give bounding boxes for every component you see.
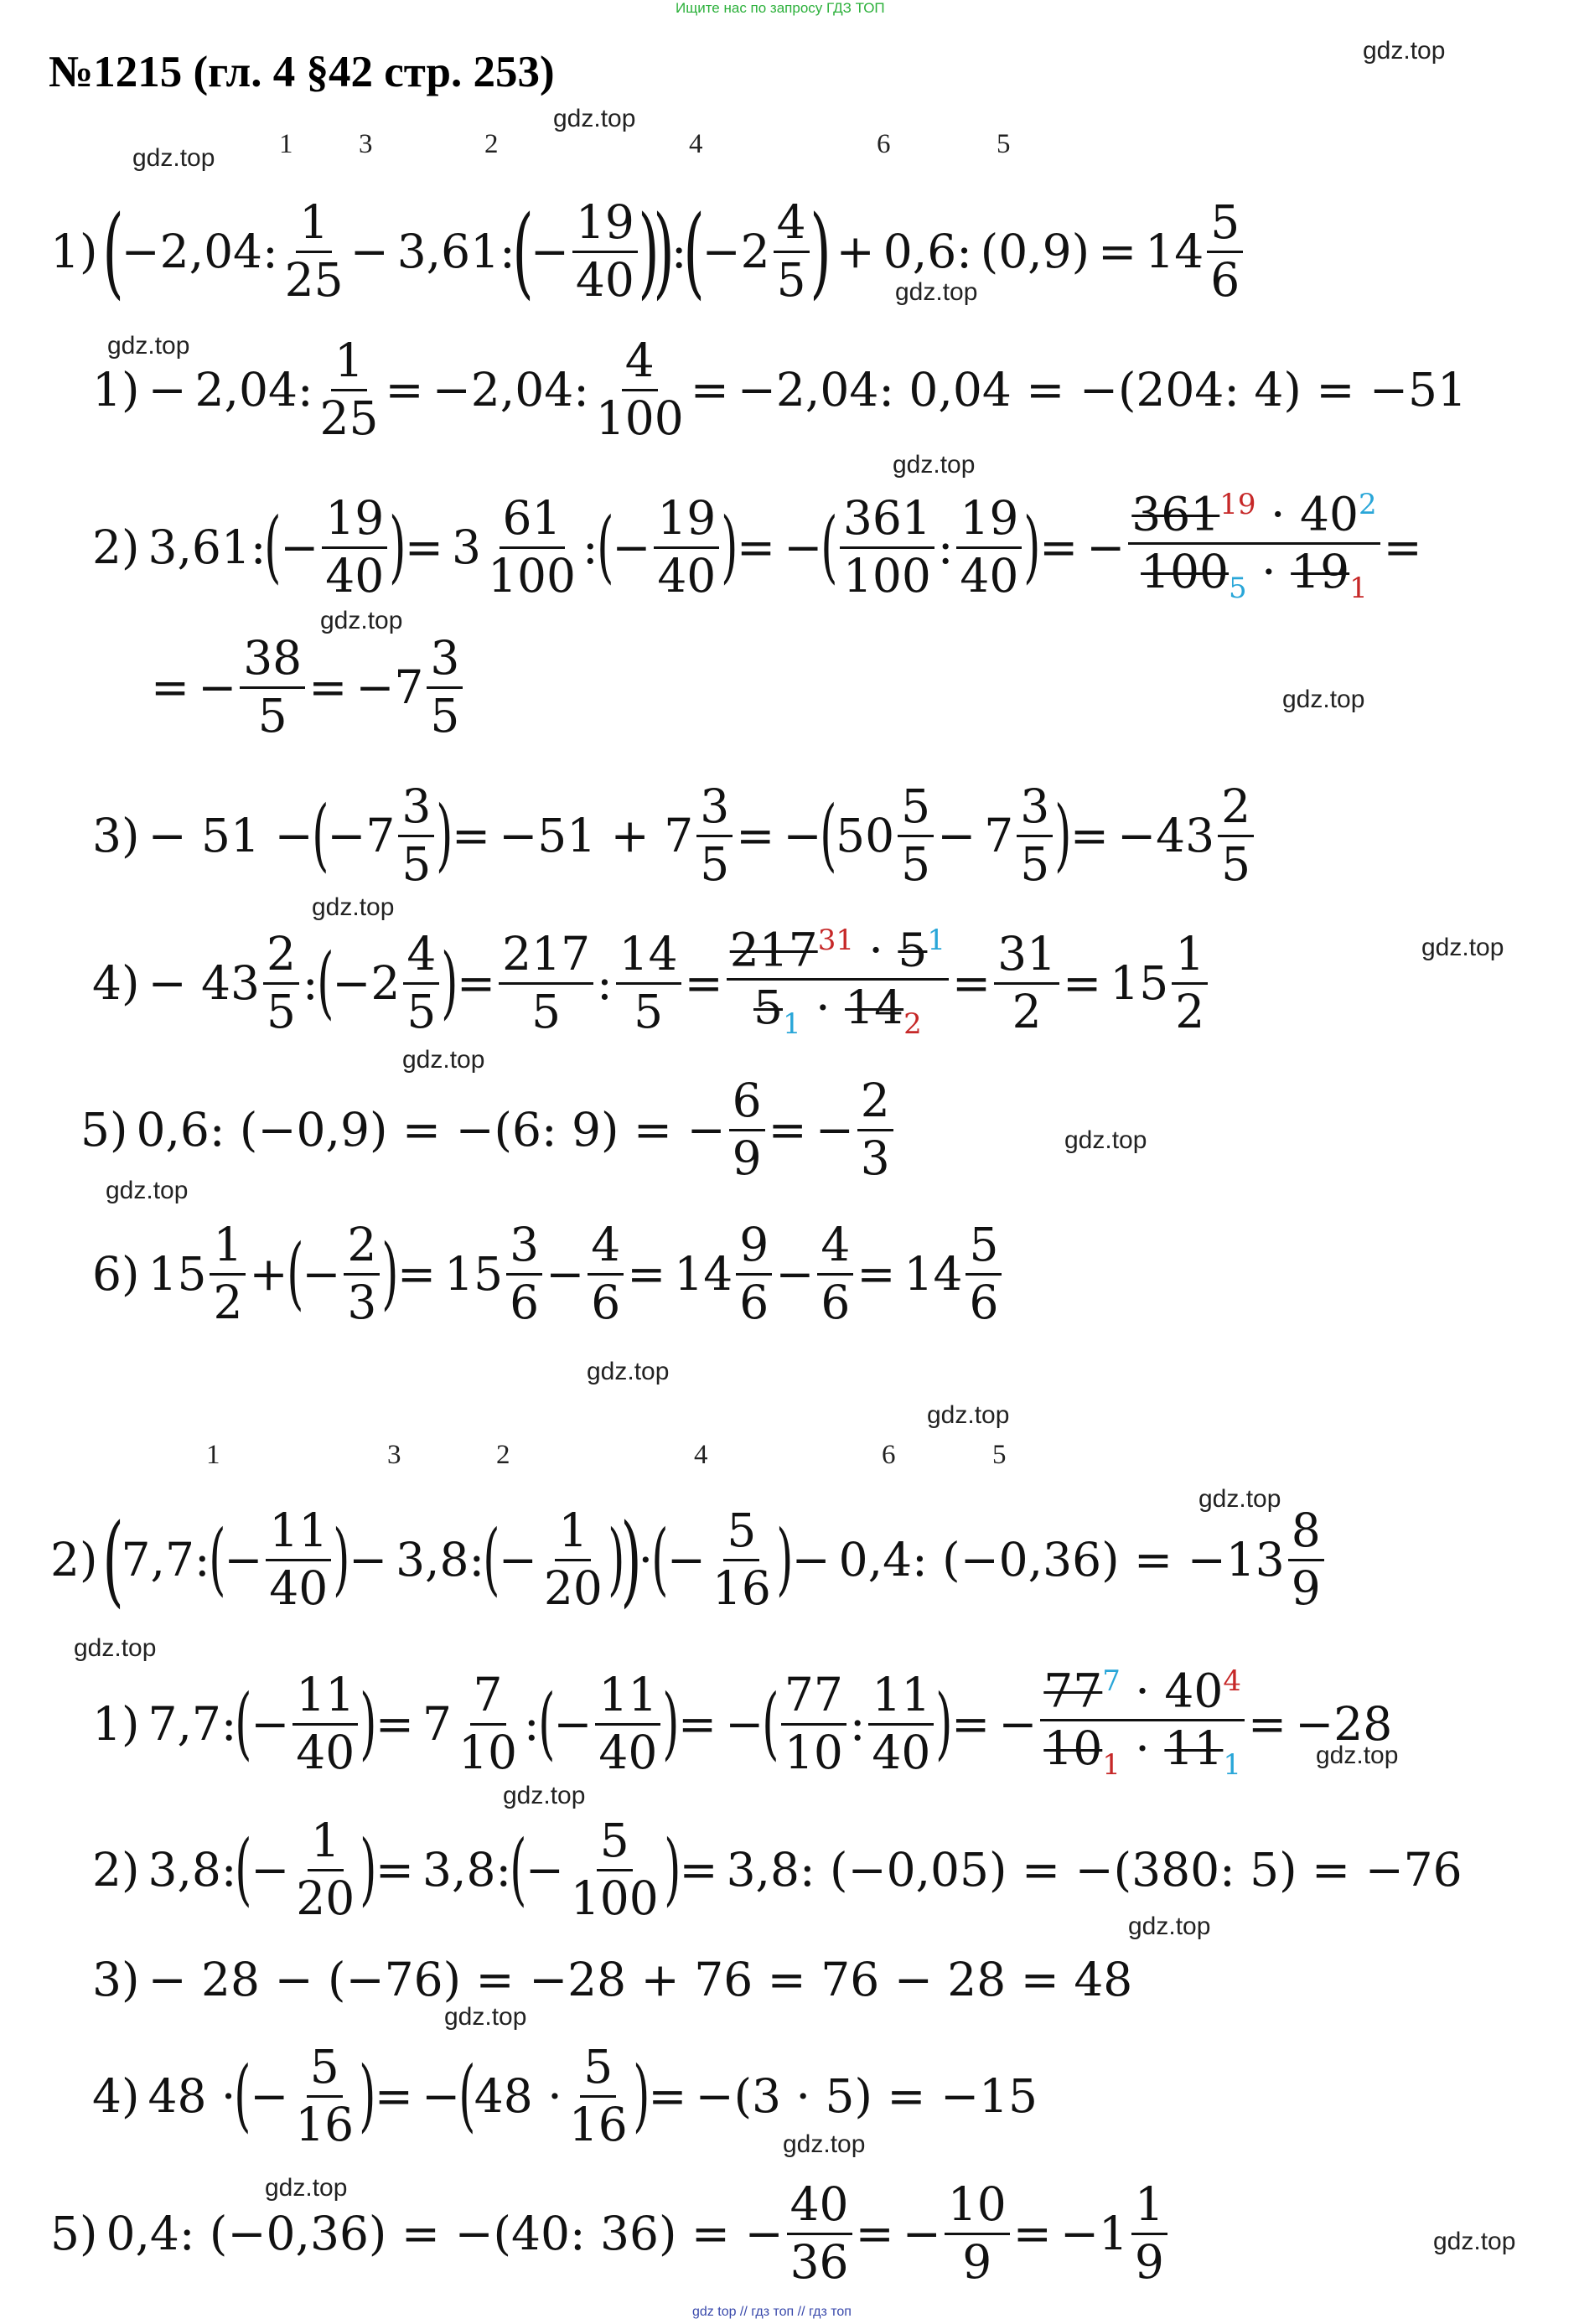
task2-step5: 5) 0,4: (−0,36) = −(40: 36) = − $\frac{40}{36}$ = − $\frac{10}{9}$ = −1 $\frac{1}{9}$ [50,2179,1171,2288]
order-digit: 3 [387,1440,401,1470]
watermark: gdz.top [927,1401,1010,1429]
watermark: gdz.top [1064,1126,1147,1154]
task1-expression: 1) ( − 2,04 : $\frac{1}{25}$ − 3,61 : ( − $\frac{19}{40}$ ) ) : ( − 2 $\frac{4}{5}$ ) + 0,6 : (0,9) = 14 $\frac{5}{6}$ [50,184,1246,318]
order-digit: 3 [359,129,373,159]
watermark: gdz.top [312,893,395,921]
watermark: gdz.top [320,607,403,634]
order-digit: 4 [694,1440,708,1470]
task1-step4: 4) − 43 $\frac{2}{5}$ : ( −2 $\frac{4}{5}$ ) = $\frac{217}{5}$ : $\frac{14}{5}$ = $\frac{217^{31} \cdot 5^1}{5_1 \cdot 14_2}$ = $\frac{31}{2}$ = 15 $\frac{1}{2}$ [92,929,1211,1038]
order-digit: 6 [877,129,891,159]
watermark: gdz.top [107,332,190,360]
page-title: №1215 (гл. 4 §42 стр. 253) [49,48,555,96]
watermark: gdz.top [106,1177,189,1204]
order-digit: 6 [882,1440,896,1470]
task2-step1: 1) 7,7 : ( − $\frac{11}{40}$ ) = 7 $\frac{7}{10}$ : ( − $\frac{11}{40}$ ) = − ( $\frac{77}{10}$ : $\frac{11}{40}$ ) = − $\frac{77^7 \cdot 40^4}{10_1 \cdot 11_1}$ = −28 [92,1664,1393,1783]
order-digit: 4 [689,129,703,159]
watermark: gdz.top [265,2174,348,2202]
task2-step2: 2) 3,8 : ( − $\frac{1}{20}$ ) = 3,8 : ( − $\frac{5}{100}$ ) = 3,8: (−0,05) = −(380: 5) = −76 [92,1813,1463,1925]
watermark: gdz.top [553,105,636,132]
watermark: gdz.top [1316,1742,1399,1769]
task1-step3: 3) − 51 − ( −7 $\frac{3}{5}$ ) = −51 + 7 $\frac{3}{5}$ = − ( 50 $\frac{5}{5}$ − 7 $\frac{3}{5}$ ) = −43 $\frac{2}{5}$ [92,781,1257,890]
watermark: gdz.top [1433,2228,1516,2255]
task2-step3: 3) − 28 − (−76) = −28 + 76 = 76 − 28 = 48 [92,1952,1133,2006]
watermark: gdz.top [444,2003,527,2031]
order-digit: 2 [496,1440,510,1470]
task2-step4: 4) 48 · ( − $\frac{5}{16}$ ) = − ( 48 · $\frac{5}{16}$ ) = −(3 · 5) = −15 [92,2039,1038,2151]
task2-expression: 2) ( 7,7 : ( − $\frac{11}{40}$ ) − 3,8 : ( − $\frac{1}{20}$ ) ) · ( − $\frac{5}{16}$ ) − 0,4: (−0,36) = −13 $\frac{8}{9}$ [50,1497,1328,1623]
watermark: gdz.top [1128,1913,1211,1940]
search-banner[interactable]: Ищите нас по запросу ГДЗ ТОП [676,0,885,16]
watermark: gdz.top [893,451,976,479]
task1-step1: 1) − 2,04 : $\frac{1}{25}$ = −2,04 : $\frac{4}{100}$ = −2,04: 0,04 = −(204: 4) = −51 [92,333,1467,445]
order-digit: 2 [484,129,499,159]
watermark: gdz.top [132,144,215,172]
watermark: gdz.top [1198,1485,1281,1513]
watermark: gdz.top [783,2130,866,2158]
footer-links[interactable]: gdz top // гдз топ // гдз топ [692,2305,852,2319]
watermark: gdz.top [895,278,978,306]
task1-step2: 2) 3,61 : ( − $\frac{19}{40}$ ) = 3 $\frac{61}{100}$ : ( − $\frac{19}{40}$ ) = − ( $\frac{361}{100}$ : $\frac{19}{40}$ ) = − $\frac{361^{19} \cdot 40^2}{100_5 \cdot 19_1}$ = [92,487,1422,606]
watermark: gdz.top [1363,37,1446,65]
watermark: gdz.top [74,1634,157,1662]
order-digit: 1 [279,129,293,159]
order-digit: 5 [997,129,1011,159]
task1-step2-cont: = − $\frac{38}{5}$ = −7 $\frac{3}{5}$ [151,637,466,738]
watermark: gdz.top [402,1046,485,1074]
order-digit: 5 [992,1440,1007,1470]
task1-step5: 5) 0,6: (−0,9) = −(6: 9) = − $\frac{6}{9}$ = − $\frac{2}{3}$ [80,1079,897,1180]
order-digit: 1 [206,1440,220,1470]
watermark: gdz.top [587,1358,670,1385]
task1-step6: 6) 15 $\frac{1}{2}$ + ( − $\frac{2}{3}$ ) = 15 $\frac{3}{6}$ − $\frac{4}{6}$ = 14 $\frac{9}{6}$ − $\frac{4}{6}$ = 14 $\frac{5}{6}$ [92,1219,1005,1328]
watermark: gdz.top [503,1782,586,1809]
watermark: gdz.top [1282,686,1365,713]
watermark: gdz.top [1421,934,1504,961]
